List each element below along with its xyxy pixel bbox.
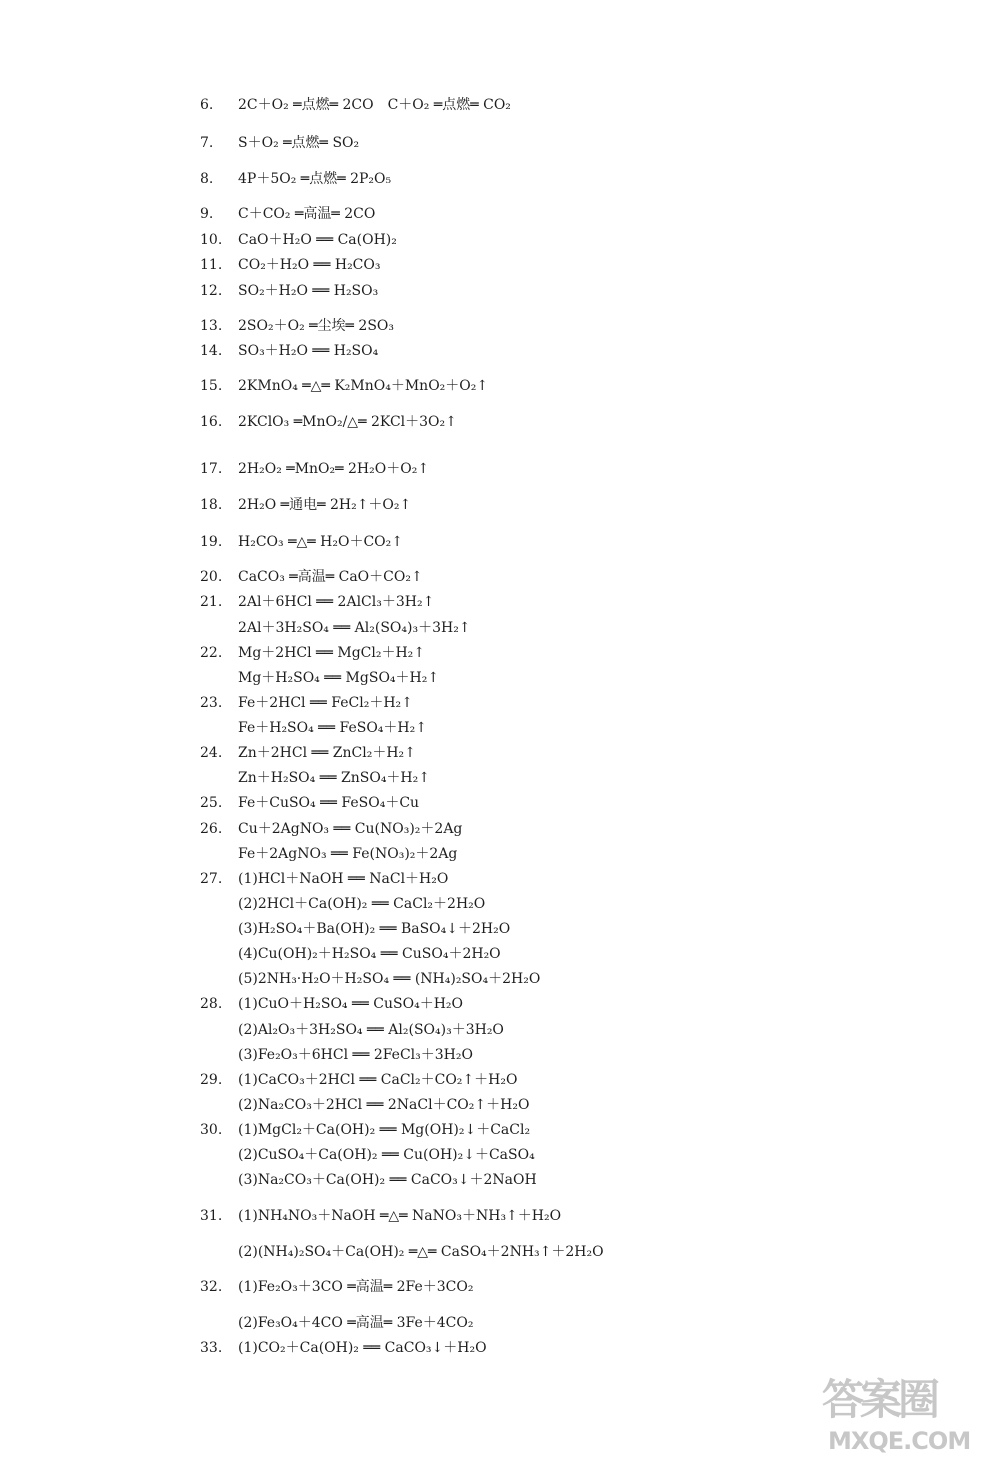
equation-line <box>200 496 411 514</box>
equation-text: (1)NH₄NO₃＋NaOH ═△═ NaNO₃＋NH₃↑＋H₂O <box>238 1208 562 1224</box>
equation-number: 32. <box>200 1279 223 1295</box>
equation-text: 2KMnO₄ ═△═ K₂MnO₄＋MnO₂＋O₂↑ <box>238 378 489 394</box>
equation-text: H₂CO₃ ═△═ H₂O＋CO₂↑ <box>238 534 403 550</box>
equation-line <box>200 170 391 188</box>
equation-line <box>200 1096 529 1114</box>
equation-line <box>200 820 462 838</box>
equation-number: 16. <box>200 414 223 430</box>
equation-line <box>200 413 457 431</box>
equation-number: 26. <box>200 821 223 837</box>
equation-line <box>200 895 485 913</box>
equation-number: 9. <box>200 206 214 222</box>
equation-text: (1)CO₂＋Ca(OH)₂ ══ CaCO₃↓＋H₂O <box>238 1340 487 1356</box>
equation-line <box>200 533 403 551</box>
equation-line <box>200 1339 487 1357</box>
equation-text: (5)2NH₃·H₂O＋H₂SO₄ ══ (NH₄)₂SO₄＋2H₂O <box>238 971 541 987</box>
equation-line <box>200 342 378 360</box>
equation-number: 31. <box>200 1208 223 1224</box>
equation-text: Cu＋2AgNO₃ ══ Cu(NO₃)₂＋2Ag <box>238 821 463 837</box>
equation-text: (1)Fe₂O₃＋3CO ═高温═ 2Fe＋3CO₂ <box>238 1279 474 1295</box>
equation-number: 13. <box>200 318 223 334</box>
equation-number: 30. <box>200 1122 223 1138</box>
equation-line <box>200 1171 537 1189</box>
equation-number: 11. <box>200 257 223 273</box>
equation-line <box>200 1278 473 1296</box>
equation-number: 22. <box>200 645 223 661</box>
equation-line <box>200 920 510 938</box>
equation-text: (2)Na₂CO₃＋2HCl ══ 2NaCl＋CO₂↑＋H₂O <box>238 1097 530 1113</box>
equation-text: Fe＋2HCl ══ FeCl₂＋H₂↑ <box>238 695 413 711</box>
equation-line <box>200 256 380 274</box>
equation-line <box>200 1243 604 1261</box>
equation-text: Zn＋2HCl ══ ZnCl₂＋H₂↑ <box>238 745 416 761</box>
equation-line <box>200 719 427 737</box>
equation-line <box>200 134 359 152</box>
equation-text: Mg＋H₂SO₄ ══ MgSO₄＋H₂↑ <box>238 670 440 686</box>
equation-line <box>200 694 413 712</box>
equation-line <box>200 1207 561 1225</box>
equation-number: 28. <box>200 996 223 1012</box>
equation-line <box>200 460 429 478</box>
equation-line <box>200 1071 517 1089</box>
equation-text: (2)(NH₄)₂SO₄＋Ca(OH)₂ ═△═ CaSO₄＋2NH₃↑＋2H₂O <box>238 1244 604 1260</box>
equation-number: 15. <box>200 378 223 394</box>
equation-text: (2)CuSO₄＋Ca(OH)₂ ══ Cu(OH)₂↓＋CaSO₄ <box>238 1147 535 1163</box>
equation-line <box>200 1121 530 1139</box>
equation-text: 2KClO₃ ═MnO₂/△═ 2KCl＋3O₂↑ <box>238 414 457 430</box>
equation-text: (2)2HCl＋Ca(OH)₂ ══ CaCl₂＋2H₂O <box>238 896 486 912</box>
equation-text: (1)HCl＋NaOH ══ NaCl＋H₂O <box>238 871 449 887</box>
equation-line <box>200 317 394 335</box>
equation-line <box>200 1046 473 1064</box>
equation-number: 18. <box>200 497 223 513</box>
equation-line <box>200 669 439 687</box>
equation-text: (1)MgCl₂＋Ca(OH)₂ ══ Mg(OH)₂↓＋CaCl₂ <box>238 1122 531 1138</box>
equation-line <box>200 995 463 1013</box>
equation-line <box>200 377 488 395</box>
equation-line <box>200 945 501 963</box>
equation-line <box>200 794 419 812</box>
equation-text: CaO＋H₂O ══ Ca(OH)₂ <box>238 232 397 248</box>
equation-number: 19. <box>200 534 223 550</box>
watermark-chinese: 答案圈 <box>822 1375 937 1424</box>
watermark-logo <box>822 1361 982 1461</box>
equation-line <box>200 970 540 988</box>
equation-text: CaCO₃ ═高温═ CaO＋CO₂↑ <box>238 569 423 585</box>
equation-text: 2H₂O₂ ═MnO₂═ 2H₂O＋O₂↑ <box>238 461 430 477</box>
equation-line <box>200 845 457 863</box>
equation-text: (3)Na₂CO₃＋Ca(OH)₂ ══ CaCO₃↓＋2NaOH <box>238 1172 537 1188</box>
equation-text: Fe＋H₂SO₄ ══ FeSO₄＋H₂↑ <box>238 720 427 736</box>
equation-number: 8. <box>200 171 214 187</box>
equation-number: 20. <box>200 569 223 585</box>
equation-number: 21. <box>200 594 223 610</box>
equation-line <box>200 1146 535 1164</box>
equation-text: 2Al＋6HCl ══ 2AlCl₃＋3H₂↑ <box>238 594 435 610</box>
equation-line <box>200 619 471 637</box>
equation-number: 23. <box>200 695 223 711</box>
equation-text: (2)Al₂O₃＋3H₂SO₄ ══ Al₂(SO₄)₃＋3H₂O <box>238 1022 504 1038</box>
equation-line <box>200 568 423 586</box>
equation-text: 2H₂O ═通电═ 2H₂↑＋O₂↑ <box>238 497 412 513</box>
equation-text: CO₂＋H₂O ══ H₂CO₃ <box>238 257 381 273</box>
equation-text: (1)CuO＋H₂SO₄ ══ CuSO₄＋H₂O <box>238 996 464 1012</box>
equation-text: 2C＋O₂ ═点燃═ 2CO C＋O₂ ═点燃═ CO₂ <box>238 97 511 113</box>
equation-line <box>200 593 434 611</box>
equation-text: (3)Fe₂O₃＋6HCl ══ 2FeCl₃＋3H₂O <box>238 1047 473 1063</box>
equation-text: 2Al＋3H₂SO₄ ══ Al₂(SO₄)₃＋3H₂↑ <box>238 620 471 636</box>
equation-number: 17. <box>200 461 223 477</box>
equation-number: 25. <box>200 795 223 811</box>
equation-text: 4P＋5O₂ ═点燃═ 2P₂O₅ <box>238 171 392 187</box>
equation-number: 10. <box>200 232 223 248</box>
equation-text: (3)H₂SO₄＋Ba(OH)₂ ══ BaSO₄↓＋2H₂O <box>238 921 511 937</box>
equation-text: (2)Fe₃O₄＋4CO ═高温═ 3Fe＋4CO₂ <box>238 1315 474 1331</box>
watermark-url: MXQE.COM <box>828 1427 971 1455</box>
equation-number: 12. <box>200 283 223 299</box>
equation-line <box>200 769 430 787</box>
equation-line <box>200 282 378 300</box>
equation-line <box>200 744 416 762</box>
equation-number: 6. <box>200 97 214 113</box>
equation-text: Mg＋2HCl ══ MgCl₂＋H₂↑ <box>238 645 426 661</box>
equation-line <box>200 205 375 223</box>
equation-number: 14. <box>200 343 223 359</box>
equation-line <box>200 1021 504 1039</box>
equation-number: 7. <box>200 135 214 151</box>
equation-text: Fe＋CuSO₄ ══ FeSO₄＋Cu <box>238 795 420 811</box>
equation-line <box>200 644 425 662</box>
equation-text: SO₂＋H₂O ══ H₂SO₃ <box>238 283 379 299</box>
equation-text: 2SO₂＋O₂ ═尘埃═ 2SO₃ <box>238 318 395 334</box>
equation-text: Zn＋H₂SO₄ ══ ZnSO₄＋H₂↑ <box>238 770 430 786</box>
equation-text: Fe＋2AgNO₃ ══ Fe(NO₃)₂＋2Ag <box>238 846 458 862</box>
equation-text: C＋CO₂ ═高温═ 2CO <box>238 206 376 222</box>
equation-text: (1)CaCO₃＋2HCl ══ CaCl₂＋CO₂↑＋H₂O <box>238 1072 518 1088</box>
equation-number: 33. <box>200 1340 223 1356</box>
equation-line <box>200 96 511 114</box>
equation-text: S＋O₂ ═点燃═ SO₂ <box>238 135 360 151</box>
equation-text: SO₃＋H₂O ══ H₂SO₄ <box>238 343 379 359</box>
equation-line <box>200 231 397 249</box>
equation-number: 24. <box>200 745 223 761</box>
equation-line <box>200 1314 473 1332</box>
equation-number: 29. <box>200 1072 223 1088</box>
equation-text: (4)Cu(OH)₂＋H₂SO₄ ══ CuSO₄＋2H₂O <box>238 946 501 962</box>
equation-line <box>200 870 448 888</box>
equation-number: 27. <box>200 871 223 887</box>
